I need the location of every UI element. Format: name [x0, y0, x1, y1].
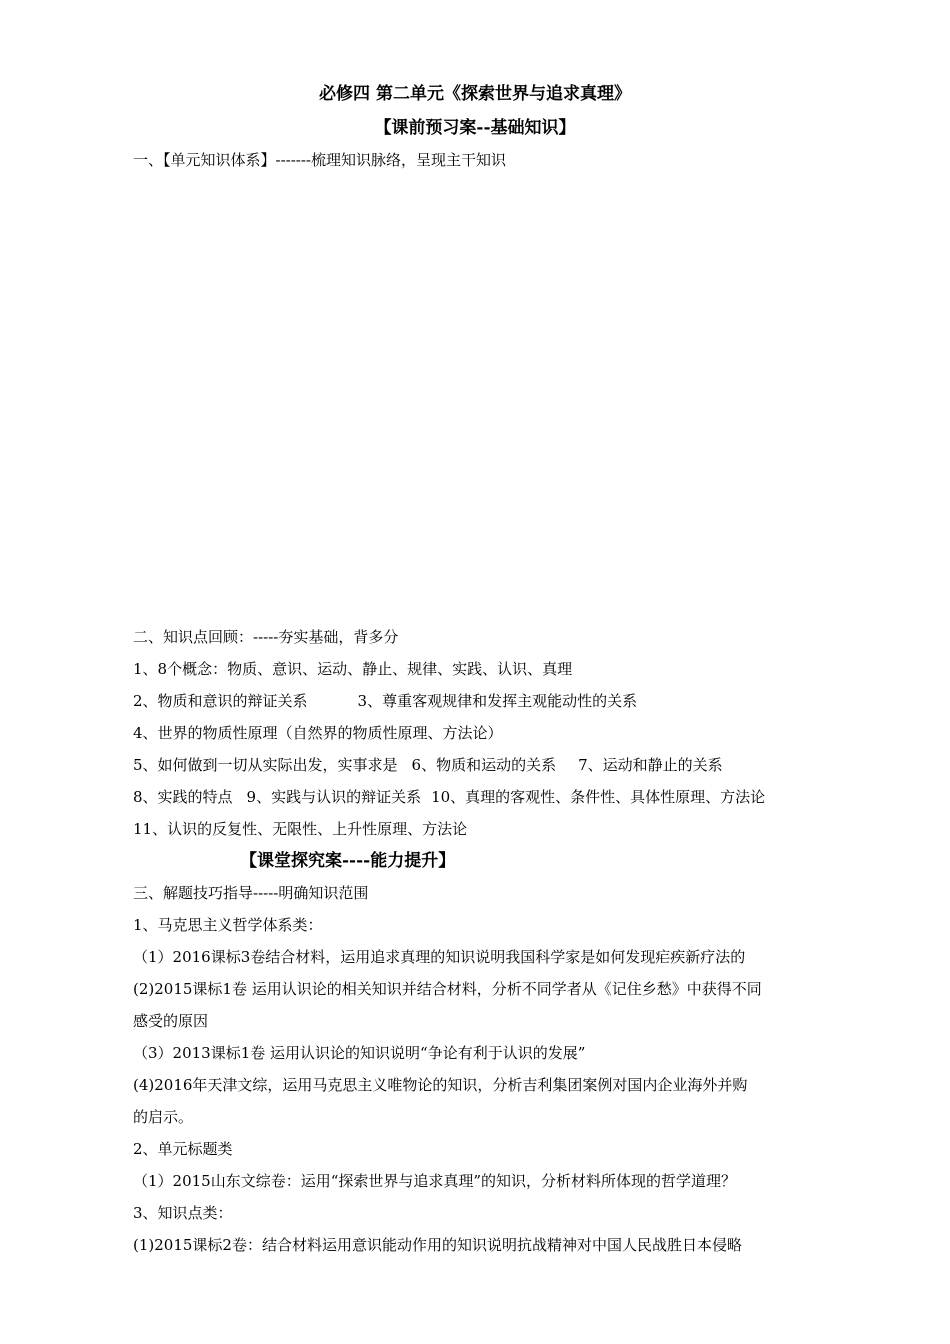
- question-1-1: （1）2016课标3卷结合材料，运用追求真理的知识说明我国科学家是如何发现疟疾新疗法的: [133, 948, 746, 966]
- point-3: 3、尊重客观规律和发挥主观能动性的关系: [357, 692, 638, 710]
- question-1-3: （3）2013课标1卷 运用认识论的知识说明“争论有利于认识的发展”: [133, 1044, 586, 1062]
- point-2-3: [133, 691, 830, 711]
- question-1-4-line1: (4)2016年天津文综，运用马克思主义唯物论的知识，分析吉利集团案例对国内企业海外并购: [133, 1076, 748, 1094]
- question-1-4-line2: 的启示。: [133, 1108, 194, 1126]
- question-category-2: 2、单元标题类: [133, 1140, 233, 1158]
- question-3-1: (1)2015课标2卷：结合材料运用意识能动作用的知识说明抗战精神对中国人民战胜日本侵略: [133, 1236, 742, 1254]
- point-4: 4、世界的物质性原理（自然界的物质性原理、方法论）: [133, 724, 503, 742]
- question-category-1: 1、马克思主义哲学体系类：: [133, 916, 323, 934]
- question-category-3: 3、知识点类：: [133, 1204, 233, 1222]
- point-5-7: [133, 755, 830, 775]
- question-1-2-line2: 感受的原因: [133, 1012, 209, 1030]
- point-9: 9、实践与认识的辩证关系: [246, 788, 422, 806]
- page-title: 必修四 第二单元《探索世界与追求真理》: [319, 84, 631, 104]
- question-1-2-line1: (2)2015课标1卷 运用认识论的相关知识并结合材料，分析不同学者从《记住乡愁》中获得不同: [133, 980, 762, 998]
- point-7: 7、运动和静止的关系: [578, 756, 723, 774]
- section-heading-classroom: 【课堂探究案----能力提升】: [240, 851, 456, 871]
- point-6: 6、物质和运动的关系: [411, 756, 557, 774]
- point-10: 10、真理的客观性、条件性、具体性原理、方法论: [431, 788, 766, 806]
- point-8-10: [133, 787, 830, 807]
- section-three-heading: 三、解题技巧指导-----明确知识范围: [133, 884, 369, 902]
- question-2-1: （1）2015山东文综卷：运用“探索世界与追求真理”的知识，分析材料所体现的哲学道理？: [133, 1172, 737, 1190]
- point-8: 8、实践的特点: [133, 788, 233, 806]
- point-1: 1、8个概念：物质、意识、运动、静止、规律、实践、认识、真理: [133, 660, 573, 678]
- point-5: 5、如何做到一切从实际出发，实事求是: [133, 756, 398, 774]
- section-two-heading: 二、知识点回顾：-----夯实基础，背多分: [133, 628, 399, 646]
- point-11: 11、认识的反复性、无限性、上升性原理、方法论: [133, 820, 468, 838]
- section-one-heading: 一、【单元知识体系】-------梳理知识脉络，呈现主干知识: [133, 151, 506, 169]
- point-2: 2、物质和意识的辩证关系: [133, 692, 308, 710]
- section-heading-preview: 【课前预习案--基础知识】: [374, 118, 576, 138]
